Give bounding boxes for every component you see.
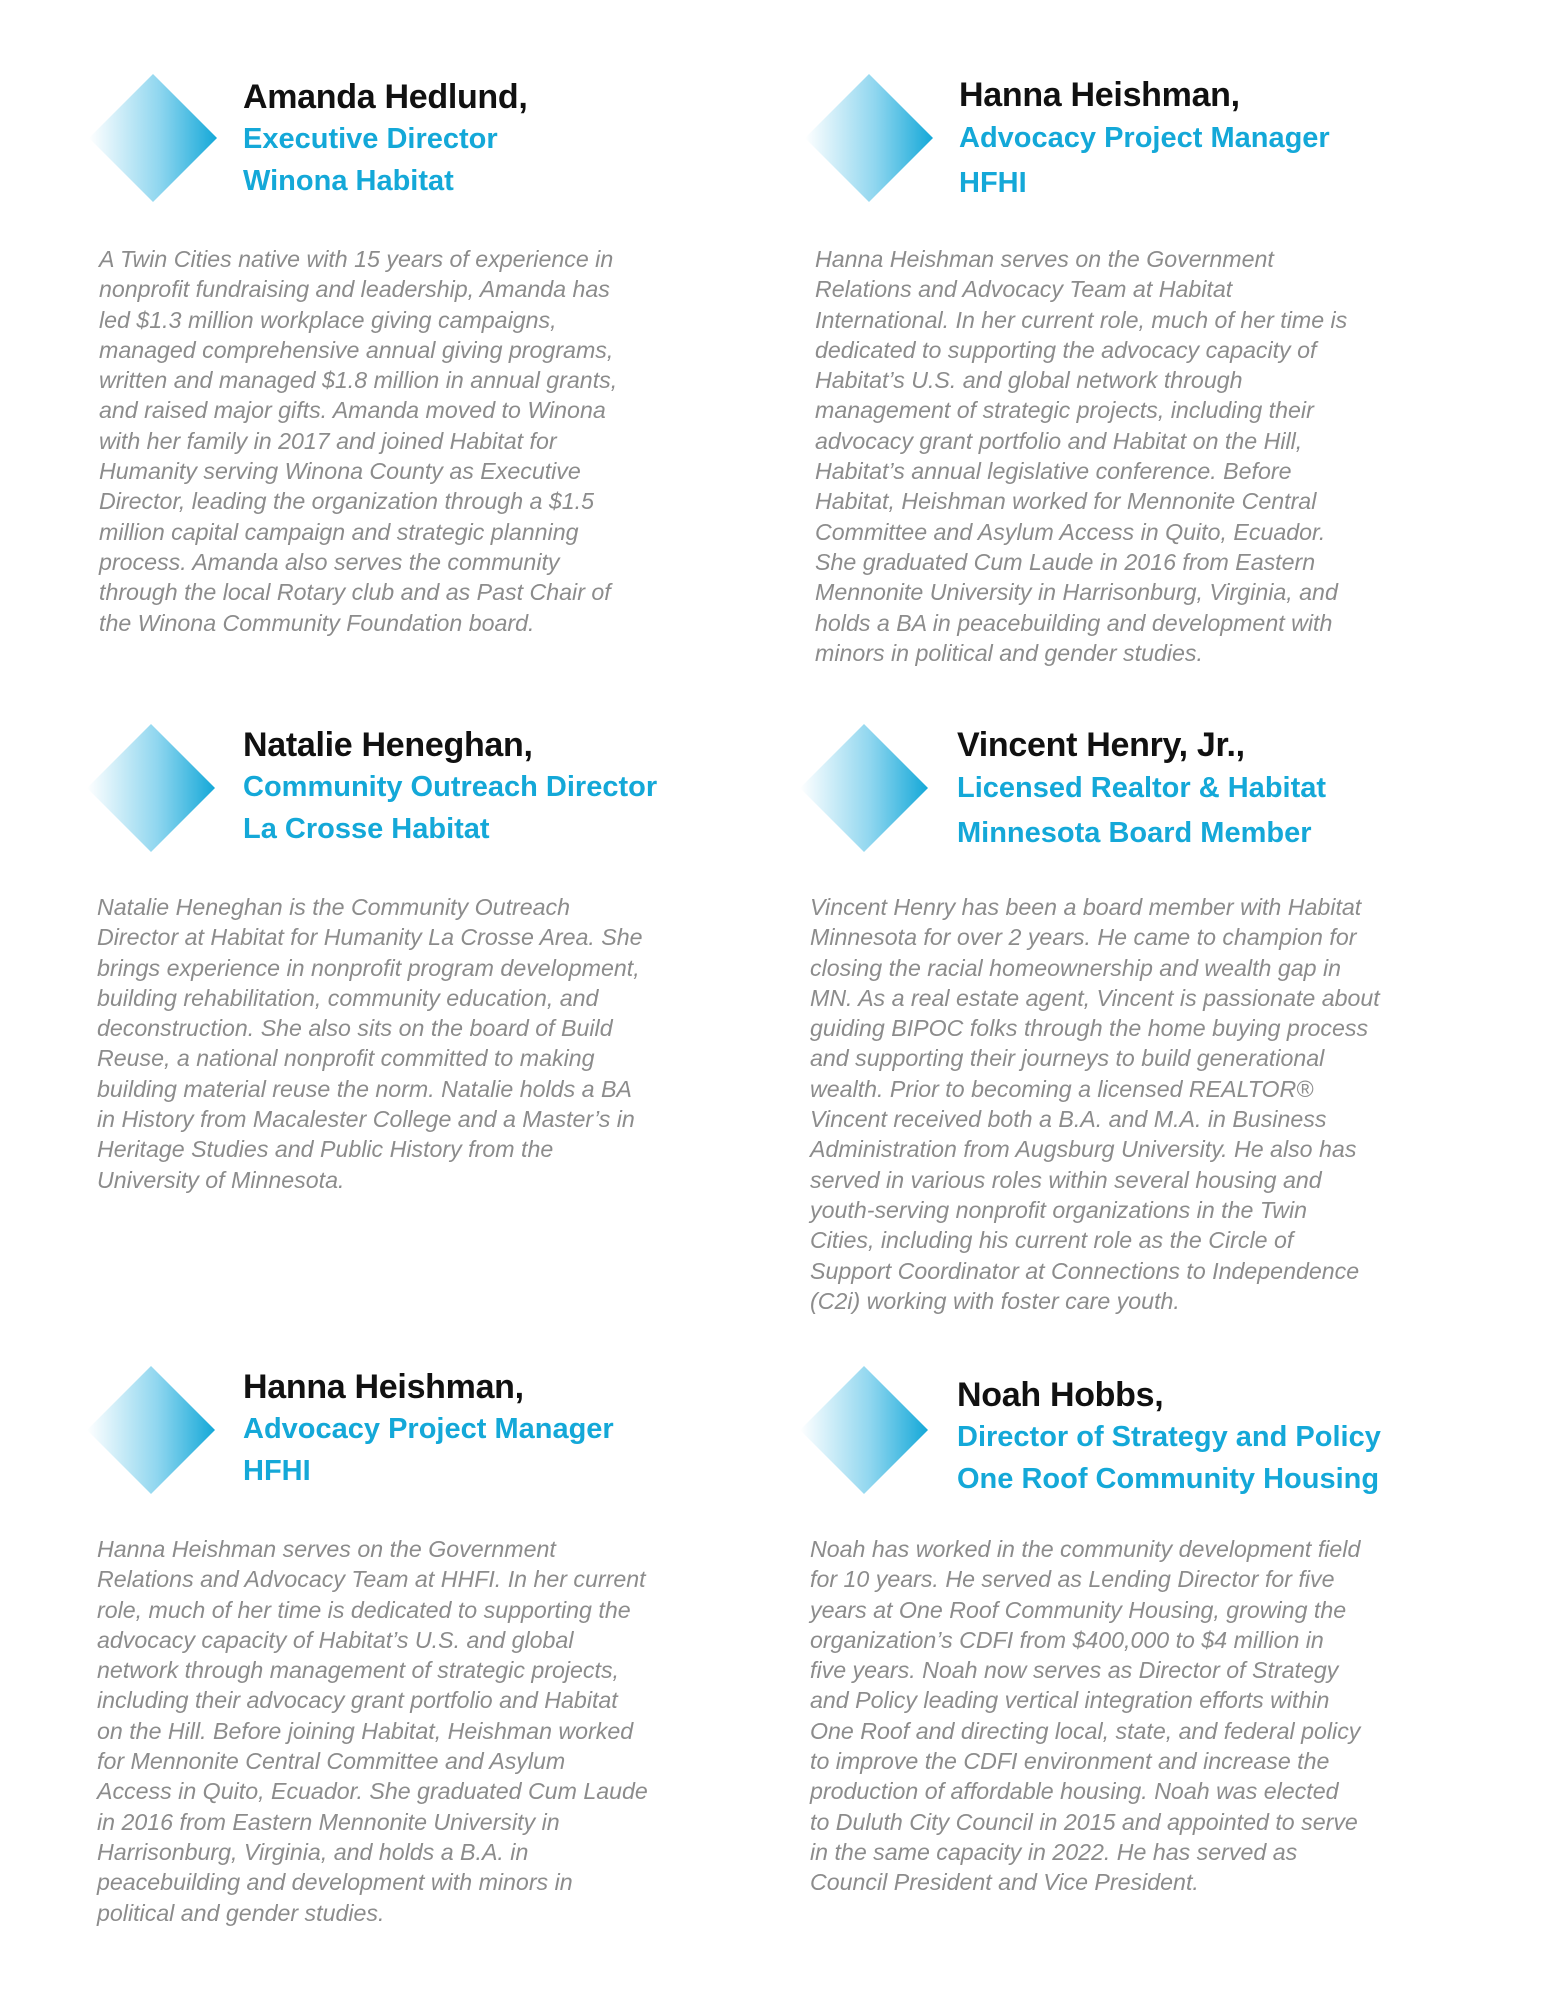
person-title: Licensed Realtor & Habitat	[957, 772, 1327, 804]
diamond-icon	[87, 724, 215, 852]
bio-header	[957, 1374, 1477, 1500]
bio-text: Hanna Heishman serves on the Government Relations and Advocacy Team at Habitat International. In her current role, much of her time is dedicated to supporting the advocacy capacity of Habitat’s U.S. and global network through management of strategic projects, including their advocacy grant portfolio and Habitat on the Hill, Habitat’s annual legislative conference. Before Habitat, Heishman worked for Mennonite Central Committee and Asylum Access in Quito, Ecuador. She graduated Cum Laude in 2016 from Eastern Mennonite University in Harrisonburg, Virginia, and holds a BA in peacebuilding and development with minors in political and gender studies.	[815, 246, 1348, 666]
person-organization: HFHI	[959, 167, 1027, 199]
person-title: Executive Director	[243, 123, 498, 155]
person-organization: HFHI	[243, 1455, 311, 1487]
bio-header	[243, 76, 763, 202]
bio-text: Noah has worked in the community development field for 10 years. He served as Lending Director for five years at One Roof Community Housing, growing the organization’s CDFI from $400,000 to $4 million in five years. Noah now serves as Director of Strategy and Policy leading vertical integration efforts within One Roof and directing local, state, and federal policy to improve the CDFI environment and increase the production of affordable housing. Noah was elected to Duluth City Council in 2015 and appointed to serve in the same capacity in 2022. He has served as Council President and Vice President.	[810, 1536, 1361, 1896]
bio-text: Natalie Heneghan is the Community Outreach Director at Habitat for Humanity La Crosse Area. She brings experience in nonprofit program development, building rehabilitation, community education, and deconstruction. She also sits on the board of Build Reuse, a national nonprofit committed to making building material reuse the norm. Natalie holds a BA in History from Macalester College and a Master’s in Heritage Studies and Public History from the University of Minnesota.	[97, 894, 643, 1193]
bio-text: A Twin Cities native with 15 years of experience in nonprofit fundraising and leadership, Amanda has led $1.3 million workplace giving campaigns, managed comprehensive annual giving programs, written and managed $1.8 million in annual grants, and raised major gifts. Amanda moved to Winona with her family in 2017 and joined Habitat for Humanity serving Winona County as Executive Director, leading the organization through a $1.5 million capital campaign and strategic planning process. Amanda also serves the community through the local Rotary club and as Past Chair of the Winona Community Foundation board.	[99, 246, 618, 636]
person-title: Advocacy Project Manager	[959, 122, 1330, 154]
bio-header	[957, 724, 1477, 856]
person-title: Advocacy Project Manager	[243, 1413, 614, 1445]
diamond-icon	[805, 74, 933, 202]
bio-text: Hanna Heishman serves on the Government Relations and Advocacy Team at HHFI. In her current role, much of her time is dedicated to supporting the advocacy capacity of Habitat’s U.S. and global network through management of strategic projects, including their advocacy grant portfolio and Habitat on the Hill. Before joining Habitat, Heishman worked for Mennonite Central Committee and Asylum Access in Quito, Ecuador. She graduated Cum Laude in 2016 from Eastern Mennonite University in Harrisonburg, Virginia, and holds a B.A. in peacebuilding and development with minors in political and gender studies.	[97, 1536, 648, 1926]
person-name: Hanna Heishman,	[243, 1368, 524, 1406]
bio-header	[959, 74, 1479, 206]
person-name: Noah Hobbs,	[957, 1376, 1164, 1414]
diamond-icon	[89, 74, 217, 202]
diamond-icon	[800, 724, 928, 852]
person-title: Director of Strategy and Policy	[957, 1421, 1381, 1453]
person-title: Community Outreach Director	[243, 771, 658, 803]
diamond-icon	[800, 1366, 928, 1494]
person-name: Natalie Heneghan,	[243, 726, 533, 764]
person-organization: One Roof Community Housing	[957, 1463, 1380, 1495]
bio-text: Vincent Henry has been a board member with Habitat Minnesota for over 2 years. He came to champion for closing the racial homeownership and wealth gap in MN. As a real estate agent, Vincent is passionate about guiding BIPOC folks through the home buying process and supporting their journeys to build generational wealth. Prior to becoming a licensed REALTOR® Vincent received both a B.A. and M.A. in Business Administration from Augsburg University. He also has served in various roles within several housing and youth-serving nonprofit organizations in the Twin Cities, including his current role as the Circle of Support Coordinator at Connections to Independence (C2i) working with foster care youth.	[810, 894, 1380, 1314]
person-organization: Minnesota Board Member	[957, 817, 1312, 849]
bio-header	[243, 1366, 763, 1492]
bio-header	[243, 724, 763, 850]
person-name: Hanna Heishman,	[959, 76, 1240, 114]
person-organization: Winona Habitat	[243, 165, 454, 197]
person-name: Amanda Hedlund,	[243, 78, 528, 116]
person-name: Vincent Henry, Jr.,	[957, 726, 1245, 764]
person-organization: La Crosse Habitat	[243, 813, 490, 845]
diamond-icon	[87, 1366, 215, 1494]
